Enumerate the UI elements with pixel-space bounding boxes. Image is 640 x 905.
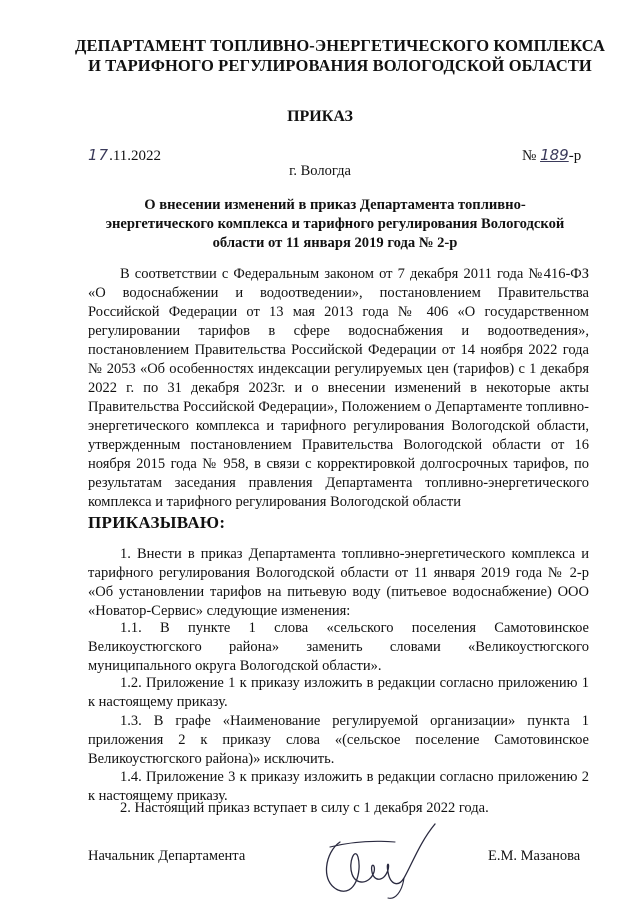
signer-name: Е.М. Мазанова	[488, 848, 581, 864]
item-1-4: 1.4. Приложение 3 к приказу изложить в редакции согласно приложению 2 к настоящему приказу.	[88, 769, 589, 804]
signer-position: Начальник Департамента	[88, 848, 246, 864]
document-city: г. Вологда	[289, 163, 351, 179]
handwritten-signature	[300, 812, 450, 902]
document-type-title: ПРИКАЗ	[287, 108, 353, 125]
preamble-paragraph: В соответствии с Федеральным законом от 7 декабря 2011 года №416-ФЗ «О водоснабжении и водоотведении», постановлением Правительства Российской Федерации от 13 мая 2013 года № 406 «О государственном регулировании тарифов в сфере водоснабжения и водоотведения», постановлением Правительства Российской Федерации от 14 ноября 2022 года № 2053 «Об особенностях индексации регулируемых цен (тарифов) с 1 декабря 2022 г. по 31 декабря 2023г. и о внесении изменений в некоторые акты Правительства Российской Федерации», Положением о Департаменте топливно-энергетического комплекса и тарифного регулирования Вологодской области, утвержденным постановлением Правительства Вологодской области от 16 ноября 2015 года № 958, в связи с корректировкой долгосрочных тарифов, по результатам заседания правления Департамента топливно-энергетического комплекса и тарифного регулирования Вологодской области	[88, 266, 589, 510]
order-word: ПРИКАЗЫВАЮ:	[88, 513, 226, 532]
header-line-2: И ТАРИФНОГО РЕГУЛИРОВАНИЯ ВОЛОГОДСКОЙ ОБЛАСТИ	[88, 56, 592, 75]
date-rest: .11.2022	[109, 148, 162, 164]
header-line-1: ДЕПАРТАМЕНТ ТОПЛИВНО-ЭНЕРГЕТИЧЕСКОГО КОМПЛЕКСА	[75, 36, 605, 55]
number-handwritten: 189	[540, 146, 569, 164]
number-suffix: -р	[568, 148, 582, 164]
date-day-handwritten: 17	[88, 146, 110, 164]
subject-line-1: О внесении изменений в приказ Департамента топливно-	[144, 197, 526, 213]
item-2: 2. Настоящий приказ вступает в силу с 1 декабря 2022 года.	[120, 800, 489, 816]
department-header	[60, 36, 620, 76]
subject-line-2: энергетического комплекса и тарифного регулирования Вологодской	[105, 216, 565, 232]
item-1-3: 1.3. В графе «Наименование регулируемой организации» пункта 1 приложения 2 к приказу слова «(сельское поселение Самотовинское Великоустюгского района)» исключить.	[88, 713, 589, 767]
document-subject	[80, 196, 590, 253]
number-prefix: №	[522, 148, 537, 164]
item-1-1: 1.1. В пункте 1 слова «сельского поселения Самотовинское Великоустюгского района» заменить словами «Великоустюгского муниципального округа Вологодской области».	[88, 620, 589, 674]
item-1: 1. Внести в приказ Департамента топливно-энергетического комплекса и тарифного регулирования Вологодской области от 11 января 2019 года № 2-р «Об установлении тарифов на питьевую воду (питьевое водоснабжение) ООО «Новатор-Сервис» следующие изменения:	[88, 546, 589, 619]
item-1-2: 1.2. Приложение 1 к приказу изложить в редакции согласно приложению 1 к настоящему приказу.	[88, 675, 589, 710]
subject-line-3: области от 11 января 2019 года № 2-р	[212, 235, 458, 251]
